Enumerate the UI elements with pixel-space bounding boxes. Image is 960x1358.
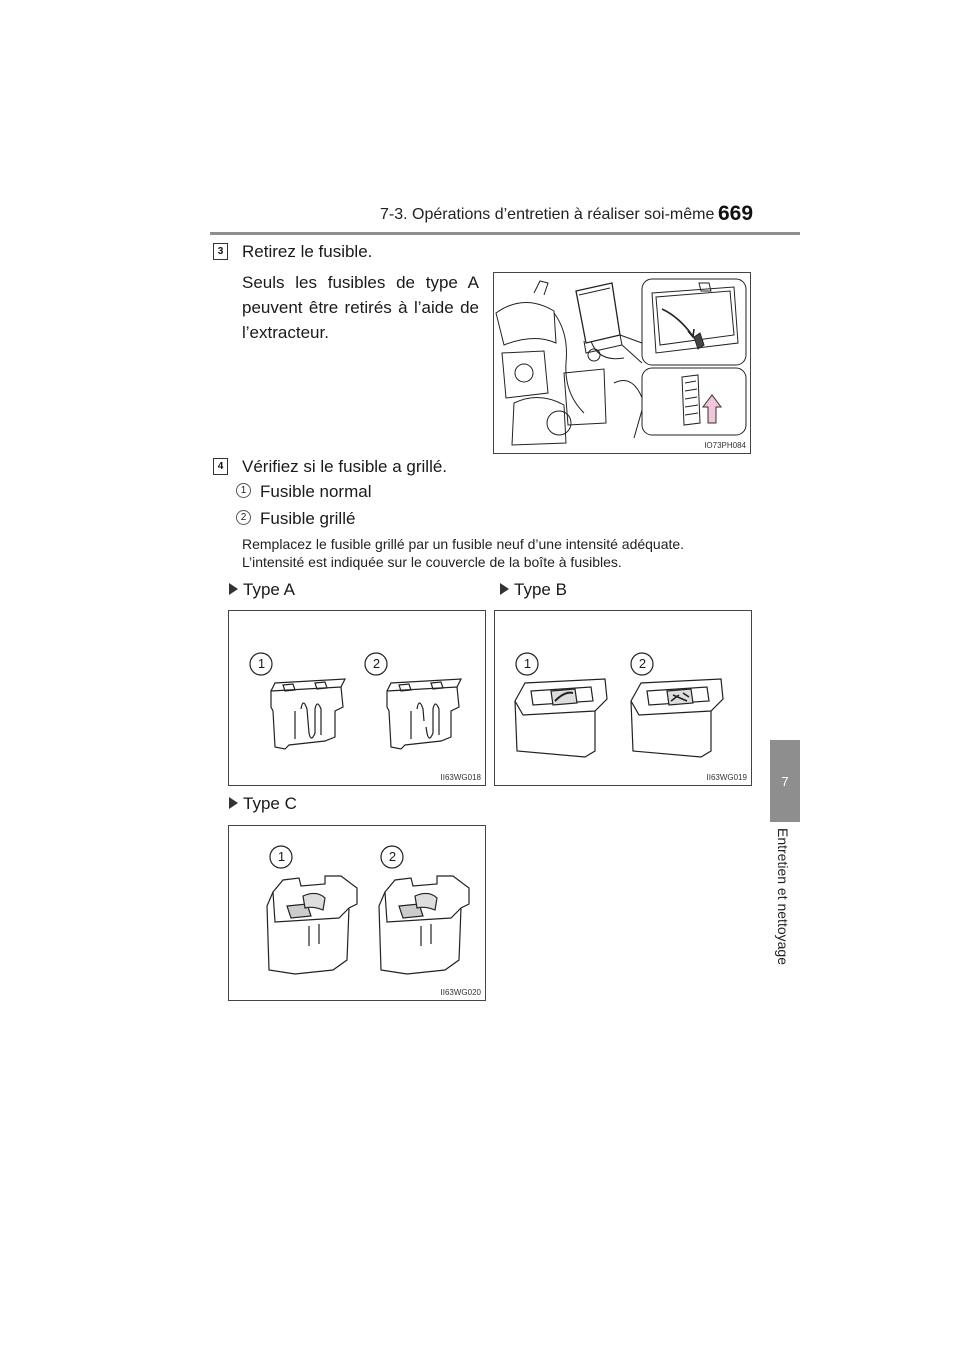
type-c-callout-2: 2: [388, 849, 397, 864]
chapter-tab: 7: [770, 740, 800, 822]
type-c-fuse-drawing: [229, 826, 485, 1000]
engine-bay-drawing: [494, 273, 750, 453]
type-b-figure-id: II63WG019: [706, 773, 747, 782]
note-line-2: L’intensité est indiquée sur le couvercle de la boîte à fusibles.: [242, 554, 622, 570]
type-a-label: Type A: [243, 580, 295, 599]
type-a-callout-1: 1: [257, 656, 266, 671]
type-c-label: Type C: [243, 794, 297, 813]
item-2-label: Fusible grillé: [260, 509, 356, 528]
item-1-label: Fusible normal: [260, 482, 372, 501]
type-c-figure-id: II63WG020: [440, 988, 481, 997]
type-b-fuse-drawing: [495, 611, 751, 785]
step-3-badge: 3: [213, 243, 228, 260]
step-4-title: Vérifiez si le fusible a grillé.: [242, 457, 448, 476]
type-b-label: Type B: [514, 580, 567, 599]
type-a-callout-2: 2: [372, 656, 381, 671]
page-number: 669: [718, 202, 754, 225]
fuse-box-illustration: [493, 272, 751, 454]
section-title: 7-3. Opérations d’entretien à réaliser soi-même: [380, 206, 715, 223]
type-a-figure: [228, 610, 486, 786]
bullet-triangle-icon: [229, 583, 238, 595]
item-1-number: 1: [236, 483, 251, 498]
bullet-triangle-icon: [500, 583, 509, 595]
step-4-badge: 4: [213, 458, 228, 475]
figure-id: IO73PH084: [704, 441, 746, 450]
chapter-label: Entretien et nettoyage: [775, 828, 791, 965]
type-b-callout-2: 2: [638, 656, 647, 671]
type-c-callout-1: 1: [277, 849, 286, 864]
step-3-title: Retirez le fusible.: [242, 242, 373, 261]
type-a-figure-id: II63WG018: [440, 773, 481, 782]
type-b-figure: [494, 610, 752, 786]
note-line-1: Remplacez le fusible grillé par un fusible neuf d’une intensité adéquate.: [242, 536, 685, 552]
header-rule: [210, 232, 800, 235]
item-2-number: 2: [236, 510, 251, 525]
step-3-body: Seuls les fusibles de type A peuvent être retirés à l’aide de l’extracteur.: [242, 273, 479, 342]
type-b-callout-1: 1: [523, 656, 532, 671]
bullet-triangle-icon: [229, 797, 238, 809]
type-a-fuse-drawing: [229, 611, 485, 785]
type-c-figure: [228, 825, 486, 1001]
